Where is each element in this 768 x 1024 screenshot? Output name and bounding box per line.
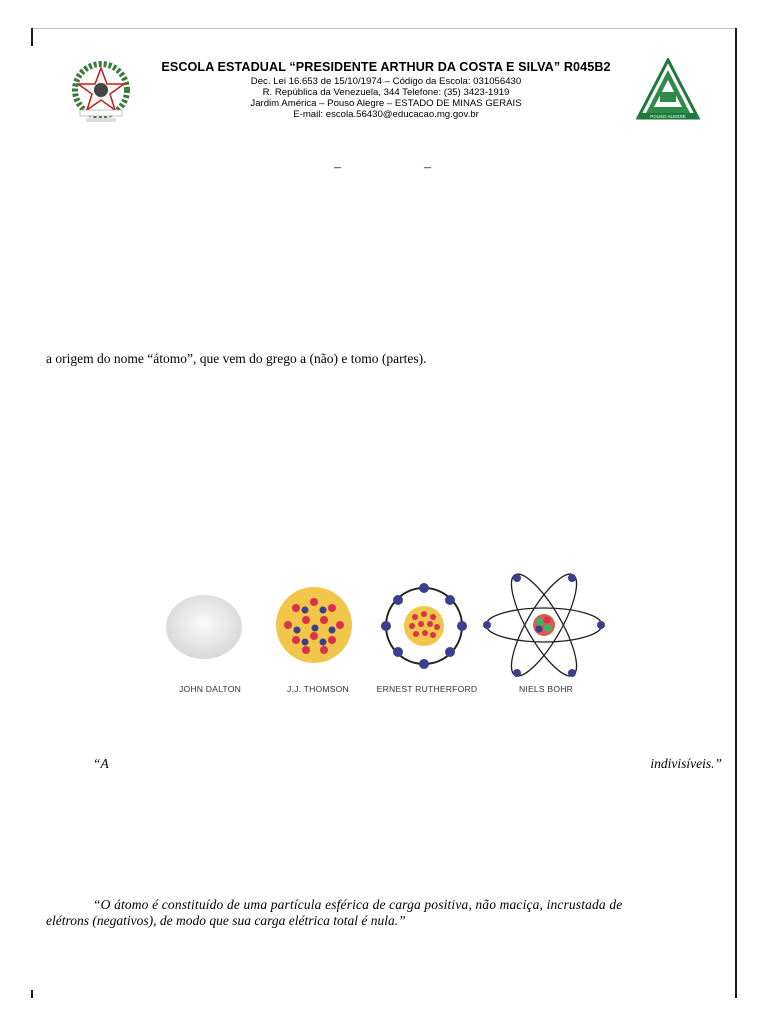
quote-thomson-line2: elétrons (negativos), de modo que sua carga elétrica total é nula.” <box>46 913 406 928</box>
page-left-border-bottom <box>31 990 33 998</box>
page-right-border <box>735 28 737 998</box>
dalton-model-sphere <box>166 595 242 659</box>
page-left-border <box>31 28 33 46</box>
school-name: ESCOLA ESTADUAL “PRESIDENTE ARTHUR DA COSTA E SILVA” R045B2 <box>161 60 611 74</box>
header-decree-line: Dec. Lei 16.653 de 15/10/1974 – Código da Escola: 031056430 <box>250 76 522 87</box>
caption-jj-thomson: J.J. THOMSON <box>287 684 349 694</box>
paragraph-atom-origin: a origem do nome “átomo”, que vem do grego a (não) e tomo (partes). <box>46 351 427 366</box>
dash-mark: – <box>334 160 341 175</box>
school-triangle-logo-icon <box>636 58 700 122</box>
svg-text:POUSO ALEGRE: POUSO ALEGRE <box>650 114 686 119</box>
bohr-model <box>483 570 605 680</box>
caption-niels-bohr: NIELS BOHR <box>518 684 574 694</box>
dash-mark: – <box>424 160 431 175</box>
thomson-model <box>276 587 352 663</box>
page-top-border <box>32 28 736 29</box>
quote-dalton-end: indivisíveis.” <box>650 756 722 771</box>
caption-ernest-rutherford: ERNEST RUTHERFORD <box>376 684 478 694</box>
header-city-line: Jardim América – Pouso Alegre – ESTADO DE MINAS GERAIS <box>250 98 522 109</box>
header-address-line: R. República da Venezuela, 344 Telefone: (35) 3423-1919 <box>262 87 510 98</box>
letterhead <box>40 52 730 128</box>
caption-john-dalton: JOHN DALTON <box>178 684 242 694</box>
header-email-line: E-mail: escola.56430@educacao.mg.gov.br <box>293 109 479 120</box>
quote-thomson-line1: “O átomo é constituído de uma partícula esférica de carga positiva, não maciça, incrustada de <box>93 897 623 912</box>
state-coat-of-arms-icon <box>66 58 136 126</box>
quote-dalton-start: “A <box>93 756 109 771</box>
rutherford-model <box>381 583 467 669</box>
atomic-models-figure <box>160 570 620 680</box>
